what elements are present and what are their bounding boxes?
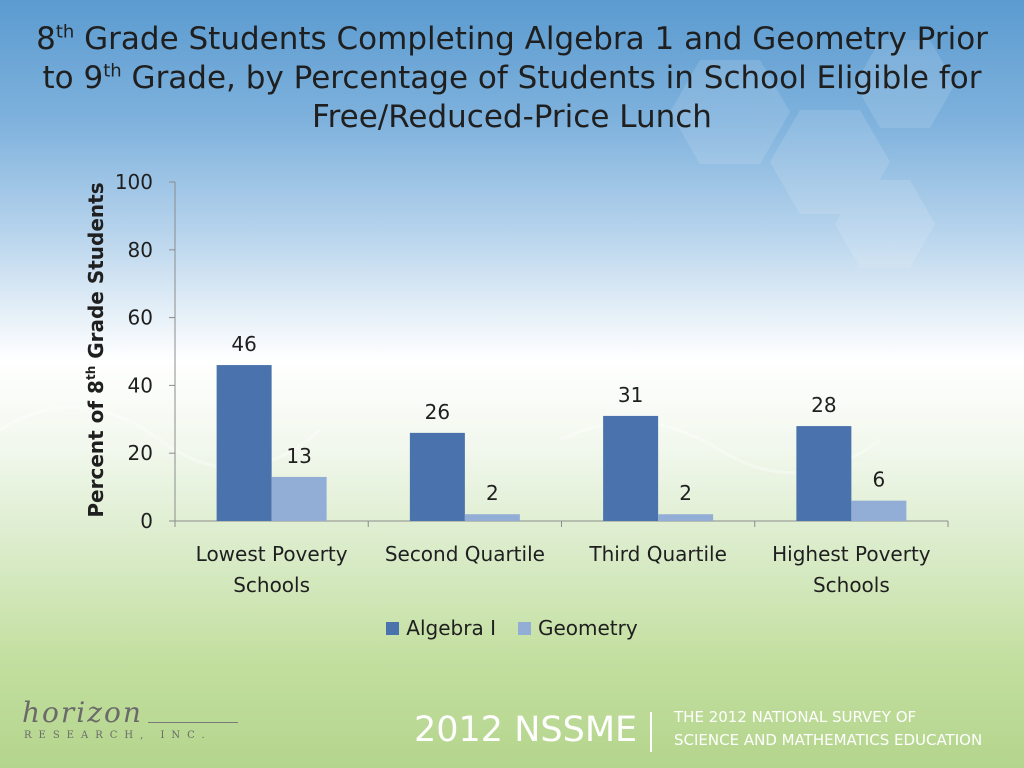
data-label: 26 (424, 399, 451, 424)
y-tick-label: 20 (127, 441, 153, 466)
horizon-research-logo (18, 696, 248, 750)
data-label: 28 (811, 393, 837, 418)
bar-algebra-i (217, 365, 272, 521)
logo-script-text: horizon (22, 696, 143, 729)
title-line-2: to 9th Grade, by Percentage of Students in School Eligible for (42, 60, 982, 96)
y-tick-label: 80 (127, 237, 153, 262)
bar-geometry (465, 514, 520, 521)
x-category-label: Second Quartile (384, 542, 545, 566)
bar-geometry (272, 477, 327, 521)
footer-survey-title (674, 706, 982, 752)
footer-survey-name: 2012 NSSME (414, 710, 638, 750)
x-category-label: Third Quartile (589, 542, 727, 566)
y-tick-label: 100 (114, 170, 153, 194)
title-line-1: 8th Grade Students Completing Algebra 1 and Geometry Prior (36, 21, 988, 57)
legend-label-algebra: Algebra I (406, 616, 496, 640)
bar-geometry (658, 514, 713, 521)
x-category-label: Schools (812, 573, 890, 597)
legend-item-geometry (518, 616, 638, 640)
legend-swatch-geometry (518, 622, 531, 635)
data-label: 2 (486, 481, 499, 506)
y-tick-label: 40 (127, 373, 153, 398)
data-label: 46 (231, 332, 257, 357)
bar-algebra-i (410, 433, 465, 521)
legend-label-geometry: Geometry (537, 616, 638, 640)
footer-subtitle-line-2: SCIENCE AND MATHEMATICS EDUCATION (674, 731, 983, 749)
x-category-label: Highest Poverty (772, 542, 931, 566)
data-label: 6 (872, 467, 886, 492)
y-axis-label: Percent of 8th Grade Students (84, 182, 108, 518)
x-category-label: Lowest Poverty (195, 542, 348, 566)
footer-subtitle-line-1: THE 2012 NATIONAL SURVEY OF (674, 708, 917, 726)
bar-geometry (851, 501, 906, 521)
logo-divider (148, 722, 238, 723)
title-line-3: Free/Reduced-Price Lunch (312, 99, 712, 135)
bar-algebra-i (796, 426, 851, 521)
data-label: 31 (617, 382, 644, 407)
y-tick-label: 60 (127, 305, 153, 330)
legend-swatch-algebra (386, 622, 399, 635)
data-label: 13 (286, 443, 312, 468)
footer-divider (650, 712, 652, 752)
data-label: 2 (679, 481, 692, 506)
x-category-label: Schools (233, 573, 311, 597)
legend-item-algebra (386, 616, 496, 640)
chart-bars (217, 365, 907, 521)
logo-subtitle: RESEARCH, INC. (24, 730, 212, 741)
y-tick-label: 0 (140, 509, 153, 533)
bar-algebra-i (603, 416, 658, 521)
chart-legend (0, 616, 1024, 640)
